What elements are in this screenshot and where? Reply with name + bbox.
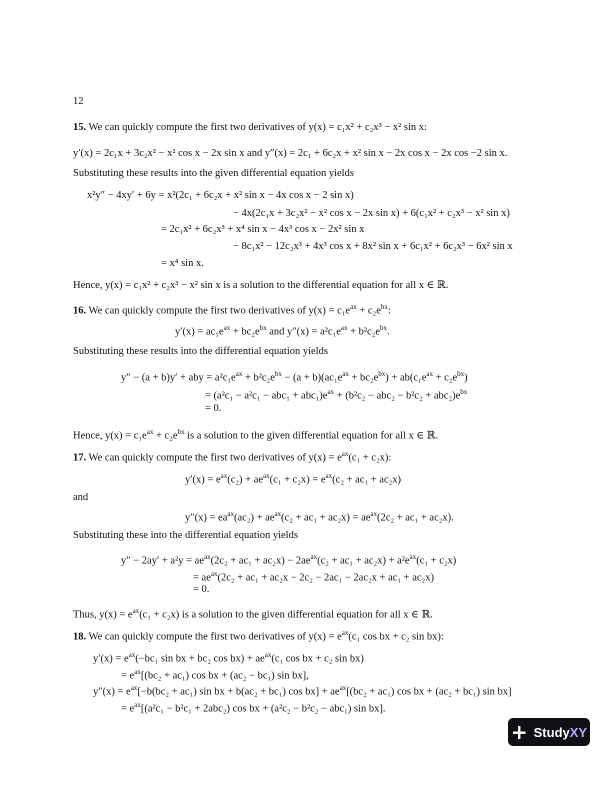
text-line: Substituting these into the differential equation yields [73,530,298,541]
text-line: = $ae^{ax}(2c_2 + ac_1 + ac_2x - 2c_2 - 2ac_1 - 2ac_2x + ac_1 + ac_2x)$ [193,570,434,584]
text-line: $y'(x) = e^{ax}(-bc_1$ sin bx + bc₂ $\cos bx) + ae^{ax}(c_1$ cos bx + c₂ sin bx) [93,651,364,665]
text-line: and [73,492,89,503]
text-line: = $(a^2c_1 - a^2c_1 - abc_1 + abc_1)e^{ax} + (b^2c_2 - abc_2 - b^2c_2 + abc_2)e^{bx}$ [205,388,468,402]
text-line: = x⁴ sin x. [161,258,204,269]
text-line: 17. We can quickly compute the first two derivatives of $y(x) = e^{ax}(c_1 + c_2x)$: [73,450,392,464]
text-line: $y'(x) = e^{ax}(c_2) + ae^{ax}(c_1 + c_2x) = e^{ax}(c_2 + ac_1 + ac_2x)$ [185,472,402,486]
text-line: − 8c₁x² − 12c₂x³ + 4x³ cos x + 8x² sin x + 6c₁x² + 6c₂x³ − 6x² sin x [233,241,513,252]
text-line: Substituting these results into the given differential equation yields [73,168,354,179]
text-line: $y''(x) = ea^{ax}(ac_2) + ae^{ax}(c_2 + ac_1 + ac_2x) = ae^{ax}(2c_2 + ac_1 + ac_2x)$. [185,510,454,524]
text-line: Hence, y(x) = c₁x² + c₂x³ − x² sin x is a solution to the differential equation for all x ∈ ℝ. [73,280,449,291]
text-line: $y'(x) = ac_1e^{ax} + bc_2e^{bx}$ and $y''(x) = a^2c_1e^{ax} + b^2c_2e^{bx}$. [175,324,390,338]
text-line: $y''(x) = e^{ax}[-b(bc_2 + ac_1)$ sin bx + b(ac₂ + bc₁) $\cos bx] + ae^{ax}[(bc_2 + ac_1)$ cos bx + (ac₂ + bc₁) sin bx] [93,684,512,698]
text-line: x²y″ − 4xy′ + 6y = x²(2c₁ + 6c₂x + x² sin x − 4x cos x − 2 sin x) [87,190,354,201]
plus-icon: + [510,720,528,744]
text-line: = 2c₁x² + 6c₂x³ + x⁴ sin x − 4x³ cos x − 2x² sin x [161,224,365,235]
text-line: y′(x) = 2c₁x + 3c₂x² − x² cos x − 2x sin x and y″(x) = 2c₁ + 6c₂x + x² sin x − 2x cos x − 2x cos −2 sin x. [73,148,508,159]
text-line: 18. We can quickly compute the first two derivatives of $y(x) = e^{ax}(c_1$ cos bx + c₂ sin bx): [73,629,444,643]
studyxy-logo [508,718,590,746]
page-number: 12 [73,96,84,107]
logo-text: StudyXY [533,724,588,740]
text-line: Substituting these results into the differential equation yields [73,346,328,357]
text-line: 15. We can quickly compute the first two derivatives of y(x) = c₁x² + c₂x³ − x² sin x: [73,122,427,133]
text-line: Hence, $y(x) = c_1e^{ax} + c_2e^{bx}$ is a solution to the given differential equation for all x ∈ ℝ. [73,428,439,442]
text-line: Thus, $y(x) = e^{ax}(c_1 + c_2x)$ is a solution to the given differential equation for all x ∈ ℝ. [73,607,433,621]
text-line: $y'' - 2ay' + a^2y = ae^{ax}(2c_2 + ac_1 + ac_2x) - 2ae^{ax}(c_2 + ac_1 + ac_2x) + a^2e^{ax}(c_1 + c_2x)$ [121,553,457,567]
text-line: = 0. [193,584,210,595]
text-line: = $e^{ax}[(bc_2 + ac_1)$ cos bx + (ac₂ − bc₁) sin bx], [121,668,309,682]
text-line: 16. We can quickly compute the first two derivatives of $y(x) = c_1e^{ax} + c_2e^{bx}$: [73,303,391,317]
text-line: y″ − (a + b)y′ + aby = $a^2c_1e^{ax} + b^2c_2e^{bx} - (a + b)(ac_1e^{ax} + bc_2e^{bx}) + ab(c_1e^{ax} + c_2e^{bx})$ [121,370,468,384]
text-line: = 0. [205,403,222,414]
text-line: − 4x(2c₁x + 3c₂x² − x² cos x − 2x sin x) + 6(c₁x² + c₂x³ − x² sin x) [233,208,510,219]
text-line: = $e^{ax}[(a^2c_1 - b^2c_1 + 2abc_2)$ cos bx + (a²c₂ − b²c₂ − abc₁) sin bx]. [121,701,386,715]
